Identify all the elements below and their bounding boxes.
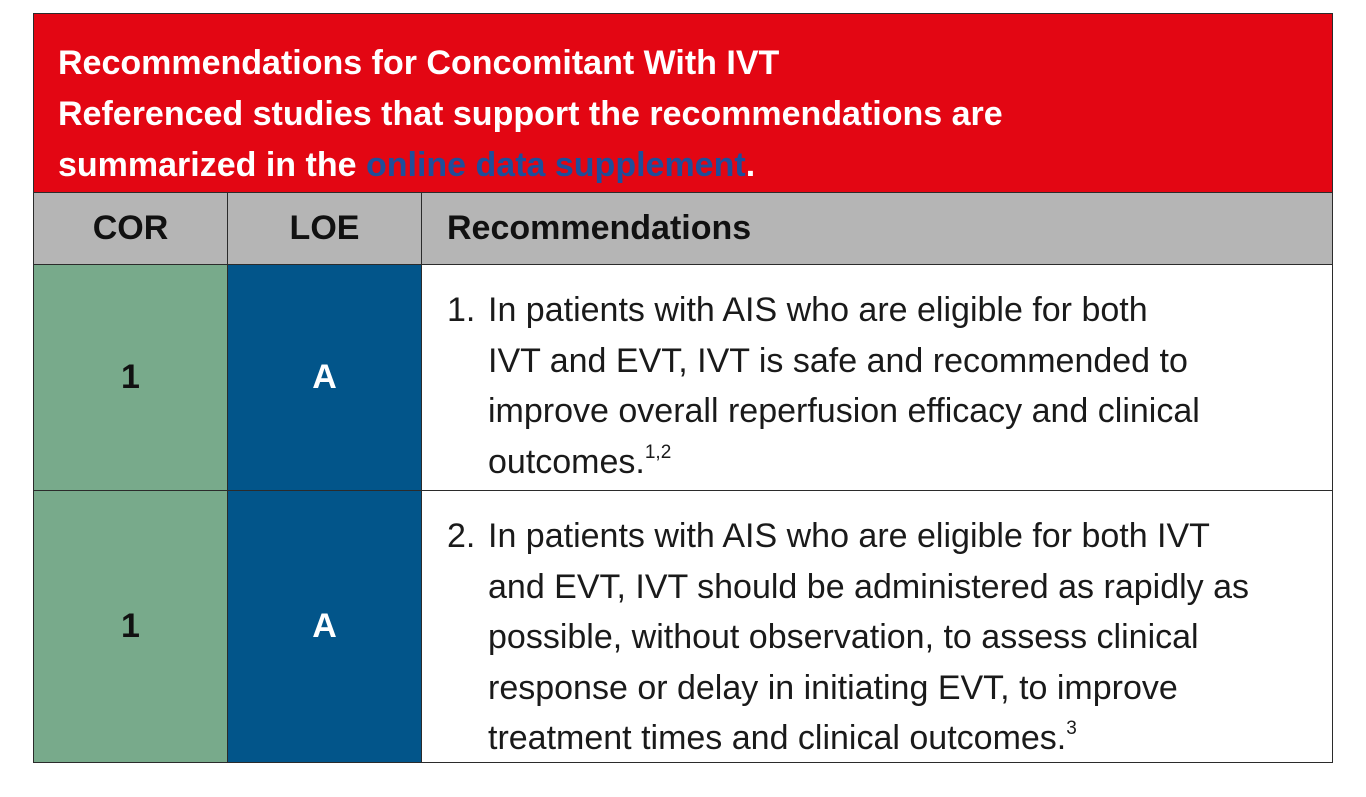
table-row <box>34 491 1332 762</box>
column-header-row <box>34 192 1332 265</box>
recommendation-line: improve overall reperfusion efficacy and clinical <box>488 392 1200 430</box>
recommendation-number: 1. <box>447 291 476 329</box>
subtitle-suffix: . <box>745 146 756 184</box>
recommendation-line: outcomes. <box>488 442 645 481</box>
table-subtitle-line-1: Referenced studies that support the recommendations are <box>58 95 1003 133</box>
subtitle-prefix: summarized in the <box>58 146 366 184</box>
recommendation-text <box>488 285 1322 487</box>
recommendation-line: IVT and EVT, IVT is safe and recommended to <box>488 341 1188 380</box>
recommendations-table <box>33 13 1333 763</box>
recommendation-line: possible, without observation, to assess clinical <box>488 618 1199 656</box>
table-title: Recommendations for Concomitant With IVT <box>58 44 780 82</box>
recommendation-line: treatment times and clinical outcomes. <box>488 719 1067 757</box>
column-header-cor: COR <box>34 193 228 264</box>
recommendation-line: In patients with AIS who are eligible for both IVT <box>488 517 1210 555</box>
recommendation-number: 2. <box>447 517 476 555</box>
recommendation-line-last <box>488 713 1322 764</box>
table-row <box>34 265 1332 491</box>
recommendation-cell <box>422 491 1332 762</box>
recommendation-line: response or delay in initiating EVT, to improve <box>488 668 1178 707</box>
column-header-loe: LOE <box>228 193 422 264</box>
table-header-band <box>34 14 1332 192</box>
table-subtitle-line-2 <box>58 140 1308 191</box>
recommendation-item <box>447 511 1322 764</box>
column-header-recommendations: Recommendations <box>447 209 752 247</box>
reference-superscript: 3 <box>1066 718 1077 739</box>
cor-cell: 1 <box>34 491 228 762</box>
recommendation-line: In patients with AIS who are eligible for both <box>488 291 1148 329</box>
recommendation-text <box>488 511 1322 764</box>
cor-cell: 1 <box>34 265 228 490</box>
online-data-supplement-link[interactable]: online data supplement <box>365 146 746 184</box>
recommendation-line: and EVT, IVT should be administered as rapidly as <box>488 567 1250 606</box>
recommendation-item <box>447 285 1322 487</box>
loe-cell: A <box>228 265 422 490</box>
loe-cell: A <box>228 491 422 762</box>
recommendation-cell <box>422 265 1332 490</box>
recommendation-line-last <box>488 437 1322 488</box>
reference-superscript: 1,2 <box>644 441 672 463</box>
